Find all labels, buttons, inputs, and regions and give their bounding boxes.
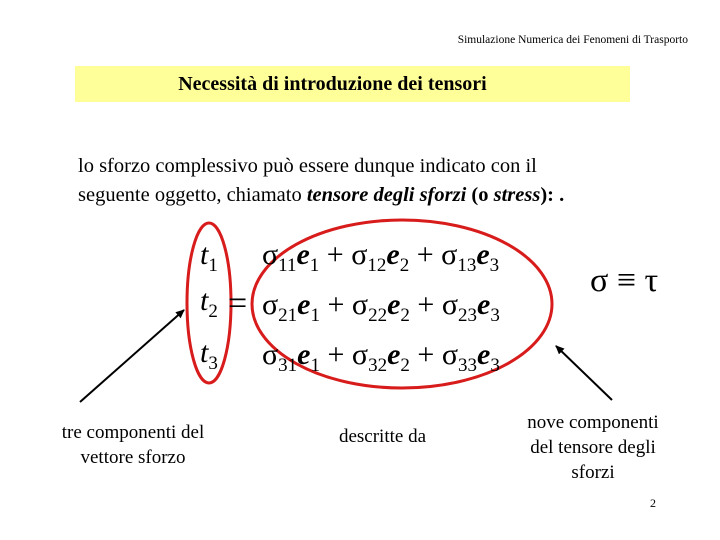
paragraph-line-1: lo sforzo complessivo può essere dunque indicato con il — [78, 155, 537, 177]
caption-middle: descritte da — [338, 426, 427, 447]
right-arrow — [556, 346, 612, 400]
sigma-tau-identity: σ ≡ τ — [590, 262, 659, 299]
equals-sign: = — [228, 285, 248, 322]
tensor-row-3: $\sigma_{31}e_1 + \sigma_{32}e_2 + \sigma_{33}e_3$ — [262, 338, 500, 376]
page-number: 2 — [650, 496, 656, 510]
term-stress: stress — [493, 184, 541, 206]
left-arrow — [80, 310, 184, 402]
t2-symbol: $t_2$ — [200, 284, 218, 322]
paren-open: (o — [466, 184, 494, 206]
course-header: Simulazione Numerica dei Fenomeni di Trasporto — [457, 34, 688, 46]
caption-left: tre componenti del vettore sforzo — [61, 422, 205, 468]
t1-symbol: $t_1$ — [200, 238, 218, 276]
slide-title: Necessità di introduzione dei tensori — [178, 72, 487, 95]
tensor-row-1: $\sigma_{11}e_1 + \sigma_{12}e_2 + \sigma_{13}e_3$ — [262, 238, 500, 276]
paragraph-end: ): . — [540, 184, 565, 206]
t3-symbol: $t_3$ — [200, 336, 218, 374]
term-stress-tensor: tensore degli sforzi — [306, 184, 467, 206]
paragraph-line-2-prefix: seguente oggetto, chiamato — [78, 184, 307, 206]
tensor-row-2: $\sigma_{21}e_1 + \sigma_{22}e_2 + \sigma_{23}e_3$ — [262, 288, 500, 326]
caption-right: nove componenti del tensore degli sforzi — [527, 412, 659, 483]
